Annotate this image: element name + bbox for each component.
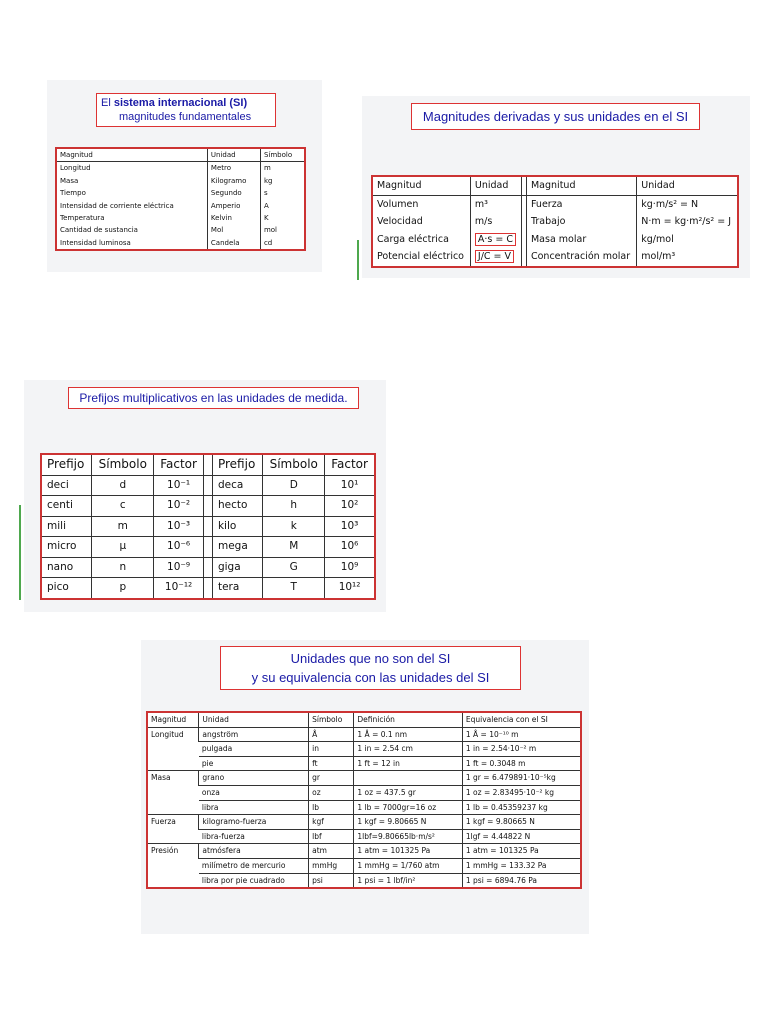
table-cell: 1 oz = 2.83495·10⁻² kg [462, 785, 581, 800]
table-cell: Trabajo [526, 213, 636, 231]
table-cell: μ [92, 537, 154, 558]
column-header: Símbolo [263, 454, 325, 475]
table-cell: 1 lb = 7000gr=16 oz [354, 800, 462, 815]
table-cell: mol/m³ [637, 248, 738, 267]
table-row [147, 815, 581, 830]
table-cell: h [263, 496, 325, 517]
table-cell: k [263, 516, 325, 537]
table-cell: angström [199, 727, 309, 742]
table-row [147, 829, 581, 844]
table-cell: atmósfera [199, 844, 309, 859]
table-row [147, 800, 581, 815]
table-cell: centi [41, 496, 92, 517]
table-cell: 10⁻² [154, 496, 204, 517]
table-cell: Amperio [207, 200, 260, 212]
table-cell: 1 in = 2.54·10⁻² m [462, 742, 581, 757]
prefixes-table [40, 453, 376, 600]
table-cell: micro [41, 537, 92, 558]
group-label: Fuerza [147, 815, 199, 844]
table-cell: pico [41, 578, 92, 599]
table-cell: nano [41, 557, 92, 578]
table-cell: 10¹² [325, 578, 375, 599]
table-cell: kg [260, 175, 305, 187]
table-cell: G [263, 557, 325, 578]
non-si-title-line1: Unidades que no son del SI [290, 651, 451, 666]
table-row [147, 844, 581, 859]
table-row [41, 516, 375, 537]
table-cell: d [92, 475, 154, 496]
table-cell: oz [309, 785, 354, 800]
table-row [147, 756, 581, 771]
table-cell [354, 771, 462, 786]
table-cell: pie [201, 758, 214, 768]
table-row [147, 785, 581, 800]
column-header: Definición [354, 712, 462, 727]
table-cell: in [309, 742, 354, 757]
table-cell [470, 213, 521, 231]
table-row [372, 231, 738, 249]
table-row [56, 175, 305, 187]
table-cell: kilo [212, 516, 262, 537]
fundamental-table [55, 147, 306, 251]
table-cell: 1 lb = 0.45359237 kg [462, 800, 581, 815]
fundamental-subtitle: magnitudes fundamentales [119, 111, 252, 123]
table-cell: Kelvin [207, 212, 260, 224]
table-cell: Segundo [207, 187, 260, 199]
table-cell: Intensidad luminosa [60, 238, 131, 247]
table-cell: Temperatura [60, 214, 105, 223]
table-cell: 1 kgf = 9.80665 N [462, 815, 581, 830]
table-cell: 10⁻⁶ [154, 537, 204, 558]
table-row [147, 873, 581, 888]
table-cell: 10⁻¹ [154, 475, 204, 496]
table-cell: deca [212, 475, 262, 496]
table-cell: 1 psi = 1 lbf/in² [354, 873, 462, 888]
table-cell: 1 ft = 12 in [354, 756, 462, 771]
column-header: Símbolo [92, 454, 154, 475]
fundamental-title-strong: sistema internacional (SI) [113, 97, 248, 109]
table-cell [470, 195, 521, 213]
table-cell: giga [212, 557, 262, 578]
column-gap [203, 496, 212, 517]
table-cell: milímetro de mercurio [199, 858, 309, 873]
column-gap [203, 516, 212, 537]
table-row [41, 475, 375, 496]
table-cell: 1 in = 2.54 cm [354, 742, 462, 757]
table-cell: n [92, 557, 154, 578]
table-cell: 1 gr = 6.479891·10⁻⁵kg [462, 771, 581, 786]
table-cell: kg·m/s² = N [637, 195, 738, 213]
table-row [56, 187, 305, 199]
table-cell: 1 mmHg = 133.32 Pa [462, 858, 581, 873]
table-cell: mili [41, 516, 92, 537]
table-cell: 1lgf = 4.44822 N [462, 829, 581, 844]
table-cell: Candela [207, 237, 260, 250]
table-cell: 1 ft = 0.3048 m [462, 756, 581, 771]
table-cell: 1 Å = 0.1 nm [354, 727, 462, 742]
column-header: Unidad [637, 176, 738, 195]
table-cell: kg/mol [637, 231, 738, 249]
table-cell: Potencial eléctrico [377, 251, 464, 262]
table-cell: ft [309, 756, 354, 771]
table-cell: 1 kgf = 9.80665 N [354, 815, 462, 830]
column-gap [203, 475, 212, 496]
table-cell [470, 248, 521, 267]
table-cell: 10⁶ [325, 537, 375, 558]
table-cell: libra-fuerza [201, 831, 245, 841]
table-cell: Å [309, 727, 354, 742]
table-cell: m [92, 516, 154, 537]
column-gap [203, 454, 212, 475]
column-header: Unidad [470, 176, 521, 195]
table-cell: deci [41, 475, 92, 496]
column-gap [203, 537, 212, 558]
table-cell [470, 231, 521, 249]
table-row [56, 200, 305, 212]
table-cell: 1 atm = 101325 Pa [354, 844, 462, 859]
table-cell: 1 Å = 10⁻¹⁰ m [462, 727, 581, 742]
table-cell: Volumen [377, 198, 419, 210]
table-cell: K [260, 212, 305, 224]
table-row [41, 537, 375, 558]
unit-text: A·s = C [475, 233, 516, 246]
table-cell: 10⁻³ [154, 516, 204, 537]
column-header: Símbolo [260, 148, 305, 162]
table-row [41, 496, 375, 517]
table-row [147, 727, 581, 742]
table-row [147, 771, 581, 786]
table-cell: kgf [309, 815, 354, 830]
table-cell: mmHg [309, 858, 354, 873]
fundamental-title-box [96, 93, 276, 127]
table-cell: 1 atm = 101325 Pa [462, 844, 581, 859]
fundamental-title-prefix: El [101, 97, 114, 109]
table-cell: 1 psi = 6894.76 Pa [462, 873, 581, 888]
column-header: Magnitud [526, 176, 636, 195]
non-si-title-line2: y su equivalencia con las unidades del SI [251, 670, 490, 685]
table-cell: Metro [207, 162, 260, 175]
table-row [56, 162, 305, 175]
table-cell: atm [309, 844, 354, 859]
table-row [56, 237, 305, 250]
table-cell: p [92, 578, 154, 599]
derived-title: Magnitudes derivadas y sus unidades en el SI [411, 103, 700, 130]
table-cell: gr [309, 771, 354, 786]
unit-text: m/s [474, 216, 493, 227]
column-gap [203, 557, 212, 578]
non-si-title-box [220, 646, 521, 690]
table-cell: mol [260, 224, 305, 236]
table-header-row [147, 712, 581, 727]
derived-table [371, 175, 739, 268]
table-cell: 10⁻⁹ [154, 557, 204, 578]
table-cell: 1 oz = 437.5 gr [354, 785, 462, 800]
column-gap [203, 578, 212, 599]
table-cell: cd [260, 237, 305, 250]
column-header: Magnitud [147, 712, 199, 727]
unit-text: J/C = V [475, 250, 514, 263]
column-header: Magnitud [372, 176, 470, 195]
table-cell: M [263, 537, 325, 558]
table-cell: grano [199, 771, 309, 786]
table-row [372, 213, 738, 231]
table-cell: D [263, 475, 325, 496]
table-cell: 10¹ [325, 475, 375, 496]
table-row [372, 195, 738, 213]
table-cell: 1 mmHg = 1/760 atm [354, 858, 462, 873]
table-cell: hecto [212, 496, 262, 517]
table-row [41, 578, 375, 599]
table-cell: pulgada [199, 742, 309, 757]
table-cell: libra [201, 802, 219, 812]
table-cell: lb [309, 800, 354, 815]
column-header: Factor [154, 454, 204, 475]
table-cell: Masa molar [526, 231, 636, 249]
table-cell: N·m = kg·m²/s² = J [637, 213, 738, 231]
table-row [372, 248, 738, 267]
table-header-row [372, 176, 738, 195]
table-cell: Intensidad de corriente eléctrica [60, 201, 174, 210]
table-cell: T [263, 578, 325, 599]
column-header: Magnitud [56, 148, 207, 162]
table-cell: libra por pie cuadrado [201, 875, 285, 885]
table-cell: Cantidad de sustancia [60, 226, 138, 235]
table-row [56, 224, 305, 236]
table-cell: 10⁹ [325, 557, 375, 578]
accent-bar-derived [357, 240, 359, 280]
table-cell: Tiempo [60, 189, 86, 198]
table-cell: 10⁻¹² [154, 578, 204, 599]
table-header-row [56, 148, 305, 162]
non-si-table [146, 711, 582, 889]
table-header-row [41, 454, 375, 475]
column-header: Unidad [199, 712, 309, 727]
table-cell: 10² [325, 496, 375, 517]
table-cell: A [260, 200, 305, 212]
table-cell: Carga eléctrica [377, 233, 449, 245]
table-cell: Velocidad [377, 216, 423, 227]
column-header: Equivalencia con el SI [462, 712, 581, 727]
table-cell: Masa [60, 176, 79, 185]
table-cell: kilogramo-fuerza [199, 815, 309, 830]
column-header: Símbolo [309, 712, 354, 727]
table-cell: s [260, 187, 305, 199]
table-cell: Concentración molar [526, 248, 636, 267]
column-header: Prefijo [41, 454, 92, 475]
table-cell: psi [309, 873, 354, 888]
table-cell: 10³ [325, 516, 375, 537]
column-header: Unidad [207, 148, 260, 162]
table-cell: onza [199, 785, 309, 800]
table-row [56, 212, 305, 224]
table-cell: Kilogramo [207, 175, 260, 187]
table-cell: Longitud [60, 164, 91, 173]
column-header: Factor [325, 454, 375, 475]
table-cell: tera [212, 578, 262, 599]
table-cell: 1lbf=9.80665lb·m/s² [354, 829, 462, 844]
table-row [147, 742, 581, 757]
table-cell: Fuerza [526, 195, 636, 213]
group-label: Masa [147, 771, 199, 815]
column-header: Prefijo [212, 454, 262, 475]
table-cell: mega [212, 537, 262, 558]
table-row [147, 858, 581, 873]
table-cell: m [260, 162, 305, 175]
group-label: Longitud [147, 727, 199, 771]
accent-bar-prefixes [19, 505, 21, 600]
prefixes-title: Prefijos multiplicativos en las unidades de medida. [68, 387, 359, 409]
table-row [41, 557, 375, 578]
unit-text: m³ [474, 198, 488, 210]
table-cell: c [92, 496, 154, 517]
table-cell: Mol [207, 224, 260, 236]
table-cell: lbf [309, 829, 354, 844]
group-label: Presión [147, 844, 199, 888]
